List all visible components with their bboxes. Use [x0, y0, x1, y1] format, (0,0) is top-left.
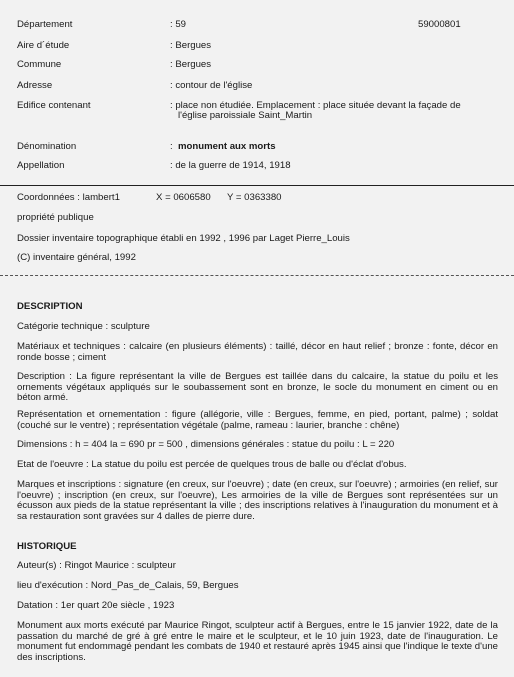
property-status: propriété publique	[17, 212, 94, 223]
denomination-value: monument aux morts	[178, 141, 276, 152]
marques-inscriptions: Marques et inscriptions : signature (en creux, sur l'oeuvre) ; date (en creux, sur l'oeuvre) ; armoiries (en relief, sur l'oeuvre) ; inscription (en creux, sur l'oeuvre), Les armoiries de la ville de Bergues sont représentées sur un écusson aux pieds de la statue représentant la ville ; des inscriptions relatives à l'inauguration du monument et à sa restauration sont gravées sur 4 dalles de pierre dure.	[17, 479, 498, 522]
adresse-label: Adresse	[17, 80, 53, 91]
appellation-label: Appellation	[17, 160, 65, 171]
edifice-label: Edifice contenant	[17, 100, 91, 111]
lieu-execution: lieu d'exécution : Nord_Pas_de_Calais, 59, Bergues	[17, 580, 239, 591]
description-text: Description : La figure représentant la ville de Bergues est taillée dans du calcaire, la statue du poilu et les ornements végétaux appliqués sur le soubassement sont en bronze, le socle du monument en ciment ou en béton armé.	[17, 371, 498, 404]
adresse-value: : contour de l'église	[170, 80, 253, 91]
coords-y: Y = 0363380	[227, 192, 282, 203]
denomination-label: Dénomination	[17, 141, 77, 152]
edifice-value-line1: : place non étudiée. Emplacement : place située devant la façade de	[170, 100, 461, 111]
denomination-colon: :	[170, 141, 173, 152]
historique-heading: HISTORIQUE	[17, 541, 77, 552]
etat-oeuvre: Etat de l'oeuvre : La statue du poilu est percée de quelques trous de balle ou d'éclat d'obus.	[17, 459, 407, 470]
divider	[0, 185, 514, 186]
coords-x: X = 0606580	[156, 192, 211, 203]
coords-system: Coordonnées : lambert1	[17, 192, 120, 203]
categorie-technique: Catégorie technique : sculpture	[17, 321, 150, 332]
datation: Datation : 1er quart 20e siècle , 1923	[17, 600, 175, 611]
departement-label: Département	[17, 19, 73, 30]
copyright-line: (C) inventaire général, 1992	[17, 252, 136, 263]
appellation-value: : de la guerre de 1914, 1918	[170, 160, 291, 171]
departement-value: : 59	[170, 19, 187, 30]
auteurs: Auteur(s) : Ringot Maurice : sculpteur	[17, 560, 176, 571]
commune-label: Commune	[17, 59, 62, 70]
historique-text: Monument aux morts exécuté par Maurice Ringot, sculpteur actif à Bergues, entre le 15 janvier 1922, date de la passation du marché de gré à gré entre le maire et le sculpteur, et le 10 juin 1923, date de l'inauguration. Le monument fut endommagé pendant les combats de 1940 et restauré après 1945 ainsi que l'indique le texte d'une des inscriptions.	[17, 620, 498, 663]
aire-label: Aire d´étude	[17, 40, 70, 51]
materiaux-techniques: Matériaux et techniques : calcaire (en plusieurs éléments) : taillé, décor en haut relief ; bronze : fonte, décor en ronde bosse ; ciment	[17, 341, 498, 363]
dimensions: Dimensions : h = 404 la = 690 pr = 500 , dimensions générales : statue du poilu : L = 220	[17, 439, 395, 450]
record-id: 59000801	[418, 19, 461, 30]
aire-value: : Bergues	[170, 40, 212, 51]
representation-ornementation: Représentation et ornementation : figure (allégorie, ville : Bergues, femme, en pied, portant, palme) ; soldat (couché sur le ventre) ; représentation végétale (palme, rameau : laurier, branche : chêne)	[17, 409, 498, 431]
commune-value: : Bergues	[170, 59, 212, 70]
dossier-line: Dossier inventaire topographique établi en 1992 , 1996 par Laget Pierre_Louis	[17, 233, 350, 244]
description-heading: DESCRIPTION	[17, 301, 83, 312]
edifice-value-line2: l'église paroissiale Saint_Martin	[178, 110, 313, 121]
divider-dashed	[0, 275, 514, 276]
